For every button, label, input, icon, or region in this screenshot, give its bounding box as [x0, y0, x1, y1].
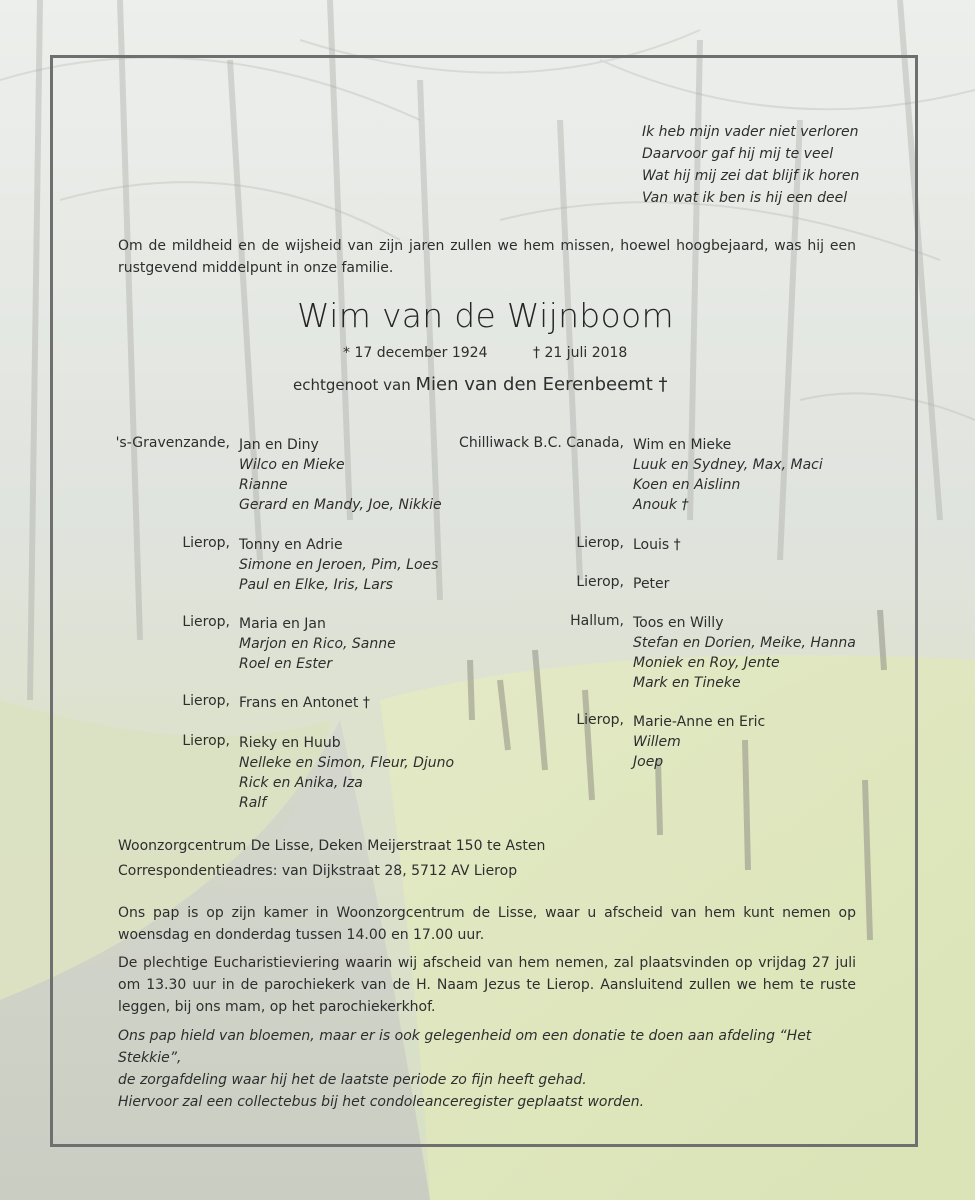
family-parents: Frans en Antonet †: [239, 695, 370, 711]
family-parents: Rieky en Huub: [239, 735, 341, 751]
donation-paragraph: [118, 1025, 878, 1113]
poem-line: Wat hij mij zei dat blijf ik horen: [642, 168, 860, 184]
service-paragraph: De plechtige Eucharistieviering waarin wij afscheid van hem nemen, zal plaatsvinden op vrijdag 27 juli om 13.30 uur in de parochiekerk van de H. Naam Jezus te Lierop. Aansluitend zullen we hem te ruste leggen, bij ons mam, op het parochiekerkhof.: [118, 955, 856, 1015]
family-child: Anouk †: [633, 497, 689, 513]
family-entry: [633, 435, 823, 515]
spouse-name: Mien van den Eerenbeemt †: [415, 374, 668, 395]
birth-date: * 17 december 1924: [343, 345, 488, 361]
family-entry: [633, 574, 669, 594]
family-parents: Maria en Jan: [239, 616, 326, 632]
family-child: Marjon en Rico, Sanne: [239, 636, 396, 652]
poem-line: Ik heb mijn vader niet verloren: [642, 124, 859, 140]
family-parents: Peter: [633, 576, 670, 592]
family-child: Willem: [633, 734, 681, 750]
family-child: Joep: [633, 754, 664, 770]
family-parents: Louis †: [633, 537, 681, 553]
donation-line: Ons pap hield van bloemen, maar er is ook gelegenheid om een donatie te doen aan afdeling “Het Stekkie”,: [118, 1028, 812, 1066]
donation-line: Hiervoor zal een collectebus bij het condoleanceregister geplaatst worden.: [118, 1094, 645, 1110]
family-child: Stefan en Dorien, Meike, Hanna: [633, 635, 856, 651]
family-child: Paul en Elke, Iris, Lars: [239, 577, 393, 593]
poem-line: Daarvoor gaf hij mij te veel: [642, 146, 834, 162]
intro-text: Om de mildheid en de wijsheid van zijn jaren zullen we hem missen, hoewel hoogbejaard, was hij een rustgevend middelpunt in onze familie.: [118, 238, 856, 276]
family-child: Rianne: [239, 477, 288, 493]
viewing-paragraph: Ons pap is op zijn kamer in Woonzorgcentrum de Lisse, waar u afscheid van hem kunt nemen op woensdag en donderdag tussen 14.00 en 17.00 uur.: [118, 905, 856, 943]
family-place: Lierop,: [182, 614, 230, 630]
deceased-name: Wim van de Wijnboom: [297, 296, 674, 335]
family-place: Lierop,: [182, 535, 230, 551]
family-child: Koen en Aislinn: [633, 477, 741, 493]
family-parents: Marie-Anne en Eric: [633, 714, 766, 730]
family-place: Lierop,: [576, 574, 624, 590]
death-date: † 21 juli 2018: [533, 345, 628, 361]
family-parents: Wim en Mieke: [633, 437, 732, 453]
poem: [642, 121, 859, 209]
location-address: Woonzorgcentrum De Lisse, Deken Meijerstraat 150 te Asten: [118, 838, 546, 854]
family-place: Hallum,: [570, 613, 624, 629]
family-place: Lierop,: [576, 712, 624, 728]
family-place: Lierop,: [182, 733, 230, 749]
family-child: Roel en Ester: [239, 656, 333, 672]
donation-line: de zorgafdeling waar hij het de laatste periode zo fijn heeft gehad.: [118, 1072, 587, 1088]
family-entry: [633, 613, 856, 693]
family-entry: [239, 733, 454, 813]
family-child: Nelleke en Simon, Fleur, Djuno: [239, 755, 455, 771]
family-entry: [239, 693, 370, 713]
family-parents: Tonny en Adrie: [239, 537, 343, 553]
family-place: 's-Gravenzande,: [115, 435, 230, 451]
family-child: Moniek en Roy, Jente: [633, 655, 780, 671]
family-child: Luuk en Sydney, Max, Maci: [633, 457, 823, 473]
family-place: Lierop,: [576, 535, 624, 551]
family-child: Ralf: [239, 795, 267, 811]
family-place: Lierop,: [182, 693, 230, 709]
family-child: Rick en Anika, Iza: [239, 775, 363, 791]
family-child: Simone en Jeroen, Pim, Loes: [239, 557, 439, 573]
family-entry: [239, 614, 396, 674]
family-entry: [633, 535, 681, 555]
family-parents: Jan en Diny: [239, 437, 319, 453]
family-child: Wilco en Mieke: [239, 457, 345, 473]
poem-line: Van wat ik ben is hij een deel: [642, 190, 848, 206]
family-child: Mark en Tineke: [633, 675, 741, 691]
spouse-prefix: echtgenoot van: [293, 376, 411, 394]
family-parents: Toos en Willy: [633, 615, 724, 631]
family-place: Chilliwack B.C. Canada,: [459, 435, 624, 451]
family-child: Gerard en Mandy, Joe, Nikkie: [239, 497, 442, 513]
family-entry: [633, 712, 765, 772]
spouse-line: [293, 374, 667, 395]
correspondence-address: Correspondentieadres: van Dijkstraat 28, 5712 AV Lierop: [118, 863, 518, 879]
